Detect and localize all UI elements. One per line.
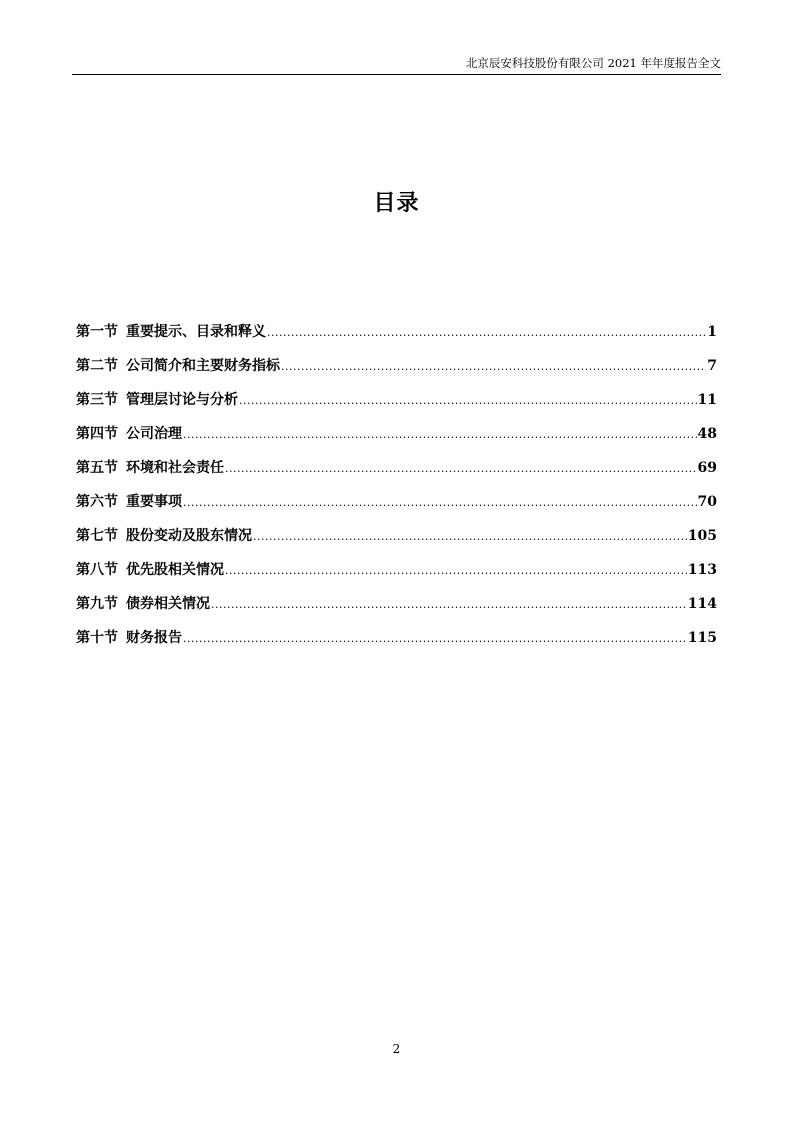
toc-dot-leader [183,425,697,445]
toc-section-title: 重要提示、目录和释义 [126,324,266,340]
toc-section-title: 债券相关情况 [126,596,210,612]
toc-page-number: 105 [687,528,717,544]
toc-section-number: 第八节 [76,562,118,578]
page-header [72,56,721,75]
table-of-contents [76,322,717,662]
toc-entry-9[interactable] [76,594,717,628]
toc-entry-6[interactable] [76,492,717,526]
header-text: 北京辰安科技股份有限公司 2021 年年度报告全文 [465,56,721,70]
toc-dot-leader [267,323,706,343]
toc-entry-8[interactable] [76,560,717,594]
toc-entry-2[interactable] [76,356,717,390]
toc-section-number: 第一节 [76,324,118,340]
toc-section-number: 第六节 [76,494,118,510]
toc-dot-leader [211,595,687,615]
toc-section-number: 第二节 [76,358,118,374]
toc-title: 目录 [373,191,420,216]
toc-dot-leader [183,629,687,649]
page-number: 2 [392,1042,401,1056]
toc-dot-leader [183,493,697,513]
toc-dot-leader [281,357,706,377]
toc-dot-leader [239,391,697,411]
toc-section-title: 公司简介和主要财务指标 [126,358,280,374]
toc-entry-5[interactable] [76,458,717,492]
toc-page-number: 114 [687,596,717,612]
toc-section-number: 第五节 [76,460,118,476]
toc-section-title: 环境和社会责任 [126,460,224,476]
toc-page-number: 113 [687,562,717,578]
toc-page-number: 11 [697,392,717,408]
toc-dot-leader [225,459,697,479]
toc-entry-10[interactable] [76,628,717,662]
toc-page-number: 70 [697,494,717,510]
toc-section-number: 第十节 [76,630,118,646]
toc-section-number: 第七节 [76,528,118,544]
toc-section-title: 公司治理 [126,426,182,442]
toc-dot-leader [253,527,687,547]
toc-page-number: 1 [707,324,717,340]
toc-page-number: 115 [687,630,717,646]
toc-section-number: 第三节 [76,392,118,408]
toc-section-number: 第九节 [76,596,118,612]
toc-section-title: 财务报告 [126,630,182,646]
toc-section-title: 股份变动及股东情况 [126,528,252,544]
toc-page-number: 7 [707,358,717,374]
toc-entry-7[interactable] [76,526,717,560]
toc-entry-4[interactable] [76,424,717,458]
toc-section-title: 重要事项 [126,494,182,510]
toc-entry-1[interactable] [76,322,717,356]
toc-page-number: 48 [697,426,717,442]
toc-section-title: 管理层讨论与分析 [126,392,238,408]
toc-entry-3[interactable] [76,390,717,424]
toc-section-title: 优先股相关情况 [126,562,224,578]
toc-dot-leader [225,561,687,581]
toc-page-number: 69 [697,460,717,476]
toc-section-number: 第四节 [76,426,118,442]
